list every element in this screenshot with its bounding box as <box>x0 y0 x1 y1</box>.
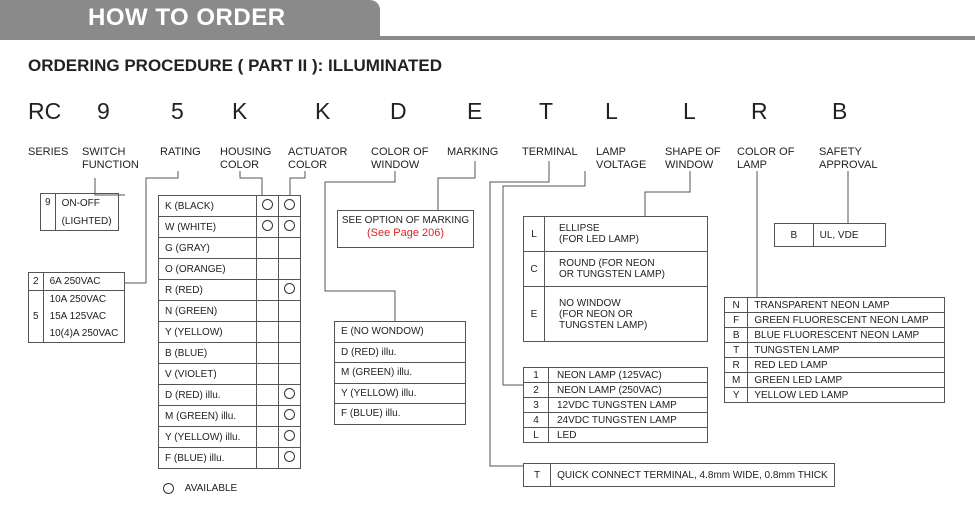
switch-desc-2: (LIGHTED) <box>55 212 118 231</box>
rating-row: 6A 250VAC <box>43 273 125 291</box>
window-shape-line: TUNGSTEN LAMP) <box>559 319 648 331</box>
lamp-color-code: R <box>725 358 748 373</box>
label-series: SERIES <box>28 146 69 158</box>
housing-availability <box>257 322 279 343</box>
switch-desc-1: ON-OFF <box>55 194 118 213</box>
actuator-availability <box>279 196 301 217</box>
actuator-availability <box>279 364 301 385</box>
window-shape-line: OR TUNGSTEN LAMP) <box>559 269 665 280</box>
label-marking: MARKING <box>447 146 499 158</box>
lamp-color-row <box>725 328 945 343</box>
color-table <box>158 195 301 469</box>
window-color-row <box>335 363 466 384</box>
color-name: V (VIOLET) <box>159 364 257 385</box>
code-lamp-voltage: L <box>605 98 618 124</box>
window-shape-code: E <box>524 287 545 342</box>
available-legend <box>163 482 237 495</box>
rating-row: 15A 125VAC <box>43 308 125 325</box>
color-name: B (BLUE) <box>159 343 257 364</box>
color-row <box>159 301 301 322</box>
rating-table <box>28 272 125 343</box>
code-terminal: T <box>539 98 554 124</box>
window-shape-row <box>524 287 708 342</box>
lamp-color-code: Y <box>725 388 748 403</box>
color-name: F (BLUE) illu. <box>159 448 257 469</box>
label-actuator-color: ACTUATOR COLOR <box>288 146 348 171</box>
label-safety-approval: SAFETY APPROVAL <box>819 146 878 171</box>
code-marking: E <box>467 98 483 124</box>
rating-code-5: 5 <box>29 291 44 343</box>
available-circle-icon <box>284 283 295 294</box>
lamp-voltage-row <box>524 368 708 383</box>
lamp-color-code: M <box>725 373 748 388</box>
window-shape-desc <box>545 252 708 287</box>
marking-page-link[interactable]: (See Page 206) <box>366 227 445 239</box>
color-name: O (ORANGE) <box>159 259 257 280</box>
terminal-table <box>523 463 835 487</box>
available-circle-icon <box>284 220 295 231</box>
lamp-color-desc: TRANSPARENT NEON LAMP <box>748 298 945 313</box>
window-shape-desc <box>545 217 708 252</box>
lamp-color-row <box>725 298 945 313</box>
switch-function-table <box>40 193 119 231</box>
window-color-name: D (RED) illu. <box>335 342 466 363</box>
available-circle-icon <box>284 199 295 210</box>
lamp-voltage-table <box>523 367 708 443</box>
label-switch-function: SWITCH FUNCTION <box>82 146 139 171</box>
code-color-of-lamp: R <box>751 98 768 124</box>
housing-availability <box>257 427 279 448</box>
label-lamp-voltage: LAMP VOLTAGE <box>596 146 647 171</box>
label-shape-of-window: SHAPE OF WINDOW <box>665 146 721 171</box>
actuator-availability <box>279 301 301 322</box>
actuator-availability <box>279 343 301 364</box>
code-color-of-window: D <box>390 98 407 124</box>
window-color-name: E (NO WONDOW) <box>335 322 466 343</box>
color-row <box>159 322 301 343</box>
color-row <box>159 406 301 427</box>
code-rating: 5 <box>171 98 184 124</box>
rating-code-2: 2 <box>29 273 44 291</box>
housing-availability <box>257 364 279 385</box>
available-circle-icon <box>284 451 295 462</box>
lamp-voltage-desc: NEON LAMP (250VAC) <box>549 383 708 398</box>
safety-code: B <box>775 224 814 247</box>
code-housing-color: K <box>232 98 248 124</box>
actuator-availability <box>279 322 301 343</box>
lamp-voltage-row <box>524 398 708 413</box>
lamp-color-code: T <box>725 343 748 358</box>
available-note: AVAILABLE <box>184 483 238 494</box>
color-name: G (GRAY) <box>159 238 257 259</box>
actuator-availability <box>279 238 301 259</box>
actuator-availability <box>279 259 301 280</box>
window-shape-code: C <box>524 252 545 287</box>
lamp-color-desc: GREEN FLUORESCENT NEON LAMP <box>748 313 945 328</box>
code-actuator-color: K <box>315 98 331 124</box>
window-shape-table <box>523 216 708 342</box>
housing-availability <box>257 238 279 259</box>
window-shape-line: (FOR NEON OR <box>559 308 633 320</box>
available-circle-icon <box>262 220 273 231</box>
lamp-voltage-code: L <box>524 428 549 443</box>
lamp-color-row <box>725 343 945 358</box>
color-name: N (GREEN) <box>159 301 257 322</box>
available-circle-icon <box>284 430 295 441</box>
actuator-availability <box>279 217 301 238</box>
safety-approval-table <box>774 223 886 247</box>
lamp-voltage-row <box>524 383 708 398</box>
lamp-color-row <box>725 313 945 328</box>
lamp-voltage-desc: NEON LAMP (125VAC) <box>549 368 708 383</box>
color-row <box>159 217 301 238</box>
lamp-voltage-code: 2 <box>524 383 549 398</box>
housing-availability <box>257 217 279 238</box>
label-housing-color: HOUSING COLOR <box>220 146 272 171</box>
window-shape-code: L <box>524 217 545 252</box>
page-title: ORDERING PROCEDURE ( PART II ): ILLUMINATED <box>28 56 442 75</box>
window-color-name: M (GREEN) illu. <box>335 363 466 384</box>
lamp-voltage-code: 4 <box>524 413 549 428</box>
housing-availability <box>257 259 279 280</box>
color-row <box>159 385 301 406</box>
housing-availability <box>257 343 279 364</box>
marking-option-box <box>337 210 474 248</box>
window-shape-line: (FOR LED LAMP) <box>559 234 640 245</box>
lamp-voltage-desc: 24VDC TUNGSTEN LAMP <box>549 413 708 428</box>
available-circle-icon <box>262 199 273 210</box>
housing-availability <box>257 406 279 427</box>
rating-row: 10A 250VAC <box>43 291 125 309</box>
lamp-color-table <box>724 297 945 403</box>
color-name: W (WHITE) <box>159 217 257 238</box>
marking-option-text: SEE OPTION OF MARKING <box>341 215 470 226</box>
lamp-color-desc: BLUE FLUORESCENT NEON LAMP <box>748 328 945 343</box>
terminal-code: T <box>524 464 551 487</box>
window-color-table <box>334 321 466 425</box>
actuator-availability <box>279 280 301 301</box>
lamp-voltage-desc: 12VDC TUNGSTEN LAMP <box>549 398 708 413</box>
lamp-color-desc: YELLOW LED LAMP <box>748 388 945 403</box>
actuator-availability <box>279 406 301 427</box>
available-circle-icon <box>163 483 174 494</box>
lamp-voltage-row <box>524 413 708 428</box>
actuator-availability <box>279 427 301 448</box>
switch-code: 9 <box>41 194 56 231</box>
color-name: R (RED) <box>159 280 257 301</box>
code-series: RC <box>28 98 62 124</box>
lamp-color-desc: GREEN LED LAMP <box>748 373 945 388</box>
housing-availability <box>257 280 279 301</box>
lamp-voltage-code: 1 <box>524 368 549 383</box>
label-color-of-lamp: COLOR OF LAMP <box>737 146 795 171</box>
label-terminal: TERMINAL <box>522 146 578 158</box>
lamp-voltage-code: 3 <box>524 398 549 413</box>
window-color-name: F (BLUE) illu. <box>335 404 466 425</box>
window-shape-line: ELLIPSE <box>559 223 600 234</box>
code-safety-approval: B <box>832 98 848 124</box>
safety-desc: UL, VDE <box>813 224 885 247</box>
lamp-color-row <box>725 358 945 373</box>
housing-availability <box>257 448 279 469</box>
lamp-voltage-row <box>524 428 708 443</box>
color-row <box>159 259 301 280</box>
lamp-color-code: F <box>725 313 748 328</box>
label-rating: RATING <box>160 146 201 158</box>
color-name: Y (YELLOW) <box>159 322 257 343</box>
housing-availability <box>257 385 279 406</box>
window-shape-line: NO WINDOW <box>559 297 621 309</box>
window-shape-line: ROUND (FOR NEON <box>559 258 655 269</box>
window-shape-row <box>524 217 708 252</box>
color-row <box>159 343 301 364</box>
code-switch-function: 9 <box>97 98 110 124</box>
actuator-availability <box>279 385 301 406</box>
available-circle-icon <box>284 388 295 399</box>
actuator-availability <box>279 448 301 469</box>
color-row <box>159 280 301 301</box>
lamp-color-row <box>725 388 945 403</box>
rating-row: 10(4)A 250VAC <box>43 325 125 343</box>
window-color-row <box>335 322 466 343</box>
color-row <box>159 448 301 469</box>
lamp-voltage-desc: LED <box>549 428 708 443</box>
color-row <box>159 196 301 217</box>
color-name: M (GREEN) illu. <box>159 406 257 427</box>
color-row <box>159 364 301 385</box>
window-color-row <box>335 383 466 404</box>
window-shape-row <box>524 252 708 287</box>
lamp-color-desc: RED LED LAMP <box>748 358 945 373</box>
color-row <box>159 427 301 448</box>
housing-availability <box>257 196 279 217</box>
window-color-row <box>335 342 466 363</box>
terminal-desc: QUICK CONNECT TERMINAL, 4.8mm WIDE, 0.8mm THICK <box>551 464 835 487</box>
lamp-color-desc: TUNGSTEN LAMP <box>748 343 945 358</box>
window-color-name: Y (YELLOW) illu. <box>335 383 466 404</box>
label-color-of-window: COLOR OF WINDOW <box>371 146 429 171</box>
window-color-row <box>335 404 466 425</box>
banner-title: HOW TO ORDER <box>88 4 286 31</box>
code-shape-of-window: L <box>683 98 696 124</box>
lamp-color-code: N <box>725 298 748 313</box>
available-circle-icon <box>284 409 295 420</box>
lamp-color-row <box>725 373 945 388</box>
color-name: D (RED) illu. <box>159 385 257 406</box>
color-name: Y (YELLOW) illu. <box>159 427 257 448</box>
lamp-color-code: B <box>725 328 748 343</box>
color-name: K (BLACK) <box>159 196 257 217</box>
housing-availability <box>257 301 279 322</box>
window-shape-desc <box>545 287 708 342</box>
color-row <box>159 238 301 259</box>
